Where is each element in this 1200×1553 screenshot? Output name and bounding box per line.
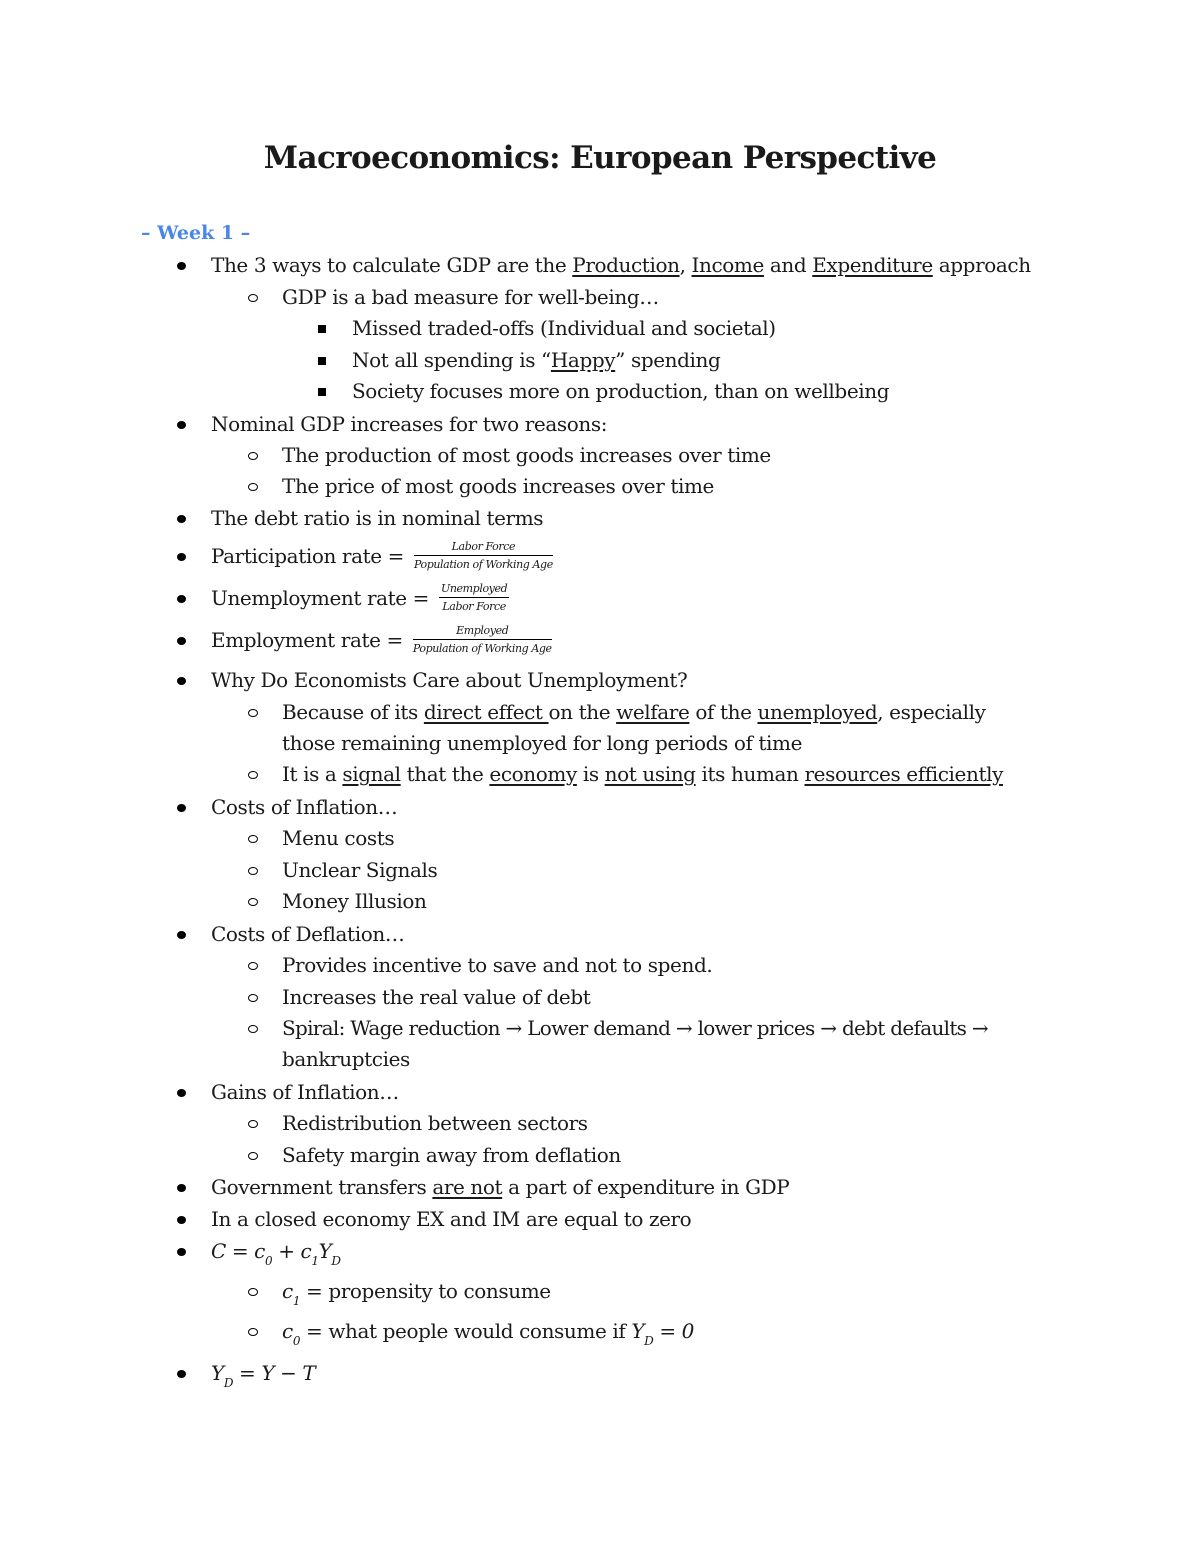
list-item: Increases the real value of debt — [282, 985, 591, 1009]
list-item: Society focuses more on production, than on wellbeing — [352, 379, 890, 403]
list-item: It is a signal that the economy is not using its human resources efficiently — [282, 762, 1003, 786]
list-item: Employment rate = $\frac{\text{Employed}}{\text{Population of Working Age}}$ — [211, 624, 552, 655]
list-item: Nominal GDP increases for two reasons: — [211, 412, 608, 436]
list-item: Not all spending is “Happy” spending — [352, 348, 721, 372]
list-item: The 3 ways to calculate GDP are the Production, Income and Expenditure approach — [211, 253, 1031, 277]
list-item: Participation rate = $\frac{\text{Labor Force}}{\text{Population of Working Age}}$ — [211, 540, 553, 571]
list-item: Why Do Economists Care about Unemployment? — [211, 668, 688, 692]
page-title: Macroeconomics: European Perspective — [263, 140, 937, 176]
list-item-continuation: bankruptcies — [282, 1047, 410, 1071]
list-item: Provides incentive to save and not to spend. — [282, 953, 713, 977]
list-item: Unclear Signals — [282, 858, 438, 882]
list-item: Government transfers are not a part of expenditure in GDP — [211, 1175, 790, 1199]
list-item-continuation: those remaining unemployed for long periods of time — [282, 731, 803, 755]
list-item: Redistribution between sectors — [282, 1111, 588, 1135]
list-item: GDP is a bad measure for well-being… — [282, 285, 659, 309]
list-item: Costs of Deflation… — [211, 922, 405, 946]
fraction: $\frac{\text{Employed}}{\text{Population of Working Age}}$ — [412, 624, 552, 655]
equation: $Y_D = Y - T$ — [211, 1361, 316, 1390]
list-item: Unemployment rate = $\frac{\text{Unemployed}}{\text{Labor Force}}$ — [211, 582, 508, 613]
list-item: Missed traded-offs (Individual and societal) — [352, 316, 776, 340]
list-item: The debt ratio is in nominal terms — [211, 506, 544, 530]
list-item: In a closed economy EX and IM are equal to zero — [211, 1207, 692, 1231]
equation: $C = c_0 + c_1Y_D$ — [211, 1239, 341, 1268]
list-item: Gains of Inflation… — [211, 1080, 399, 1104]
list-item: Spiral: Wage reduction → Lower demand → lower prices → debt defaults → — [282, 1016, 988, 1040]
list-item: $c_0$ = what people would consume if $Y_D = 0$ — [282, 1319, 694, 1348]
fraction: $\frac{\text{Unemployed}}{\text{Labor Force}}$ — [440, 582, 508, 613]
list-item: Because of its direct effect on the welfare of the unemployed, especially — [282, 700, 986, 724]
list-item: Safety margin away from deflation — [282, 1143, 621, 1167]
list-item: The price of most goods increases over time — [282, 474, 714, 498]
section-heading: – Week 1 – — [141, 222, 251, 244]
list-item: The production of most goods increases over time — [282, 443, 771, 467]
fraction: $\frac{\text{Labor Force}}{\text{Population of Working Age}}$ — [413, 540, 553, 571]
list-item: Menu costs — [282, 826, 395, 850]
list-item: Money Illusion — [282, 889, 427, 913]
list-item: $c_1$ = propensity to consume — [282, 1279, 551, 1308]
list-item: Costs of Inflation… — [211, 795, 398, 819]
